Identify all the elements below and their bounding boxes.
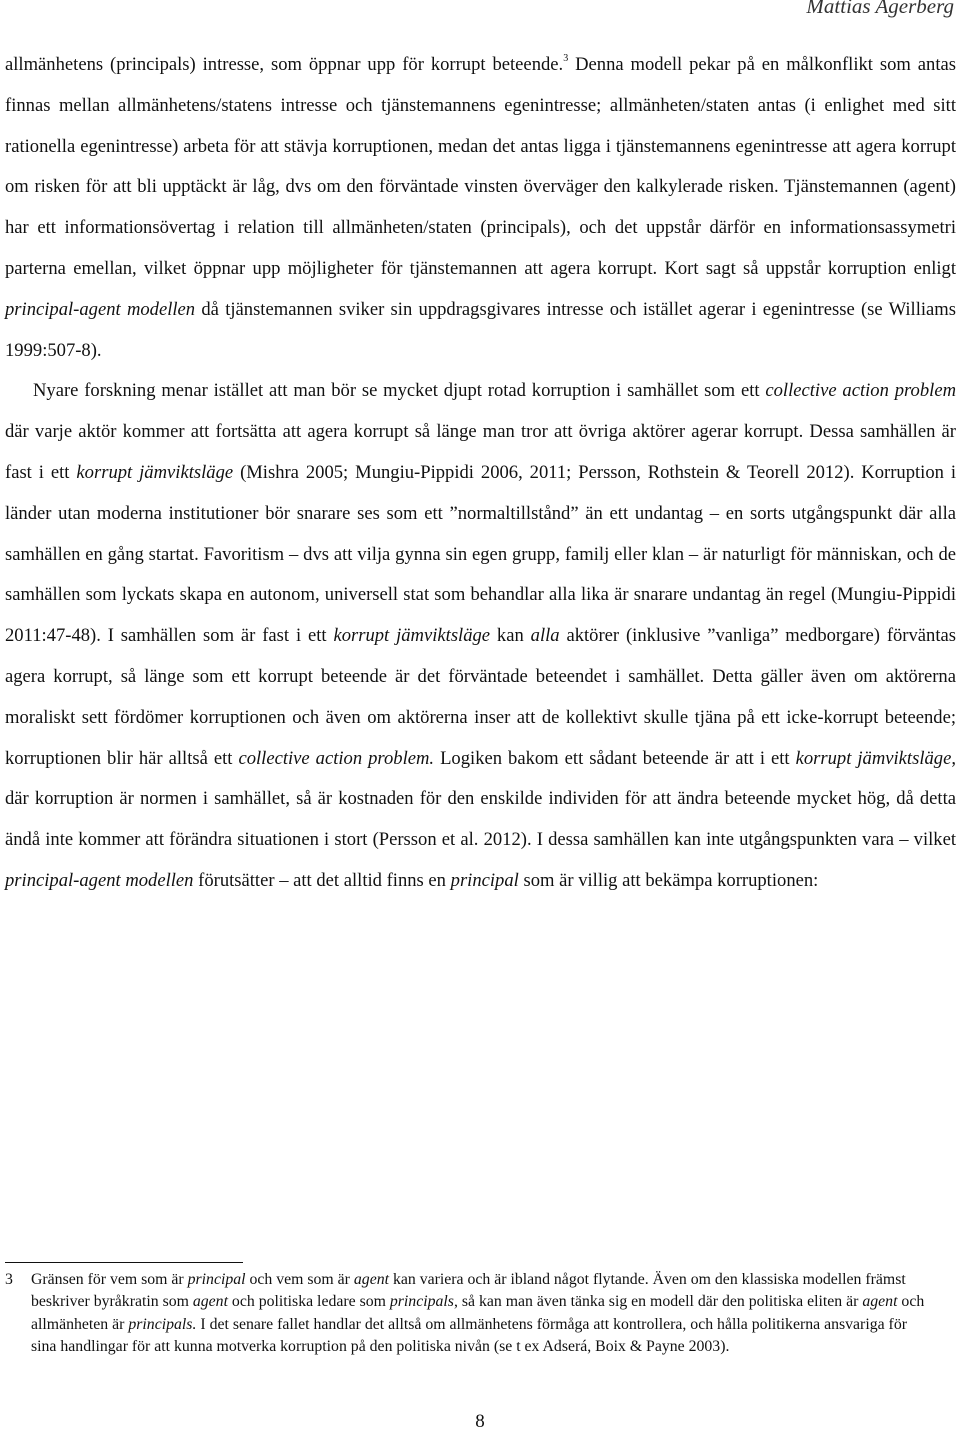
italic-term: agent — [353, 1271, 389, 1288]
body-text — [5, 45, 956, 902]
text-span: Gränsen för vem som är — [31, 1271, 188, 1288]
italic-term: alla — [530, 625, 560, 647]
text-span: Logiken bakom ett sådant beteende är att i ett — [434, 747, 796, 769]
running-header-author: Mattias Agerberg — [806, 0, 954, 18]
footnote-reference: 3 — [563, 53, 569, 64]
italic-term: principal — [187, 1271, 246, 1288]
italic-term: principals. — [128, 1315, 197, 1333]
text-span: och allmänheten är — [31, 1293, 925, 1333]
italic-term: agent — [192, 1293, 228, 1311]
italic-term: korrupt jämviktsläge — [76, 461, 234, 483]
footnote-text — [31, 1269, 925, 1358]
text-span: och vem som är — [245, 1271, 354, 1288]
footnote-separator — [5, 1262, 243, 1263]
paragraph-1 — [5, 45, 956, 371]
text-span: Nyare forskning menar istället att man bör se mycket djupt rotad korruption i samhället som ett — [33, 380, 766, 402]
page-number: 8 — [475, 1411, 485, 1432]
text-span: då tjänstemannen sviker sin uppdragsgivares intresse och istället agerar i egenintresse (se Williams 1999:507-8). — [5, 298, 957, 361]
footnote-number: 3 — [5, 1271, 13, 1288]
paragraph-2 — [5, 371, 956, 901]
text-span: aktörer (inklusive ”vanliga” medborgare) förväntas agera korrupt, så länge som ett korrupt beteende är det förväntade beteendet i samhället. Detta gäller även om aktörerna moraliskt sett fördömer korruptionen och även om aktörerna inser att de kollektivt skulle tjäna på ett icke-korrupt beteende; korruptionen blir här alltså ett — [5, 625, 957, 769]
text-span: där varje aktör kommer att fortsätta att agera korrupt så länge man tror att övriga aktörer agerar korrupt. Dessa samhällen är fast i ett — [5, 421, 956, 483]
italic-term: collective action problem. — [238, 747, 435, 769]
italic-term: korrupt jämviktsläge — [795, 747, 952, 769]
text-span: I det senare fallet handlar det alltså om allmänhetens förmåga att kontrollera, och hålla politikerna ansvariga för sina handlingar för att kunna motverka korruption på den politiska nivån (se t ex Adserá, Boix & Payne 2003). — [31, 1315, 907, 1355]
italic-term: collective action problem — [765, 380, 956, 402]
italic-term: principal-agent modellen — [5, 869, 194, 891]
text-span: , där korruption är normen i samhället, så är kostnaden för den enskilde individen för att ändra beteende mycket hög, då detta ändå inte kommer att förändra situationen i stort (Persson et al. 2012). I dessa samhällen kan inte utgångspunkten vara – vilket — [5, 747, 956, 851]
text-span: allmänhetens (principals) intresse, som öppnar upp för korrupt beteende. — [5, 54, 564, 75]
text-span: förutsätter – att det alltid finns en — [193, 869, 451, 891]
text-span: kan variera och är ibland något flytande. Även om den klassiska modellen främst beskriver byråkratin som — [31, 1271, 906, 1311]
text-span: (Mishra 2005; Mungiu-Pippidi 2006, 2011; Persson, Rothstein & Teorell 2012). Korruption i länder utan moderna institutioner bör snarare ses som ett ”normaltillstånd” än ett undantag – en sorts utgångspunkt där alla samhällen en gång startat. Favoritism – dvs att vilja gynna sin egen grupp, familj eller klan – är naturligt för människan, och de samhällen som lyckats skapa en autonom, universell stat som behandlar alla lika är snarare undantag än regel (Mungiu-Pippidi 2011:47-48). I samhällen som är fast i ett — [5, 461, 957, 647]
text-span: och politiska ledare som — [227, 1293, 390, 1311]
footnote — [5, 1269, 925, 1358]
text-span: , så kan man även tänka sig en modell där den politiska eliten är — [453, 1293, 863, 1311]
italic-term: principals — [389, 1293, 454, 1311]
italic-term: principal-agent modellen — [5, 298, 196, 320]
italic-term: korrupt jämviktsläge — [333, 625, 491, 647]
italic-term: agent — [862, 1293, 898, 1311]
text-span: Denna modell pekar på en målkonflikt som antas finnas mellan allmänhetens/statens intresse och tjänstemannens egenintresse; allmänheten/staten antas (i enlighet med sitt rationella egenintresse) arbeta för att stävja korruptionen, medan det antas ligga i tjänstemannens egenintresse att agera korrupt om risken för att bli upptäckt är låg, dvs om den förväntade vinsten överväger den kalkylerade risken. Tjänstemannen (agent) har ett informationsövertag i relation till allmänheten/staten (principals), och det uppstår därför en informationsassymetri parterna emellan, vilket öppnar upp möjligheter för tjänstemannen att agera korrupt. Kort sagt så uppstår korruption enligt — [5, 54, 956, 279]
italic-term: principal — [450, 869, 519, 891]
text-span: som är villig att bekämpa korruptionen: — [518, 869, 819, 891]
text-span: kan — [490, 625, 531, 647]
